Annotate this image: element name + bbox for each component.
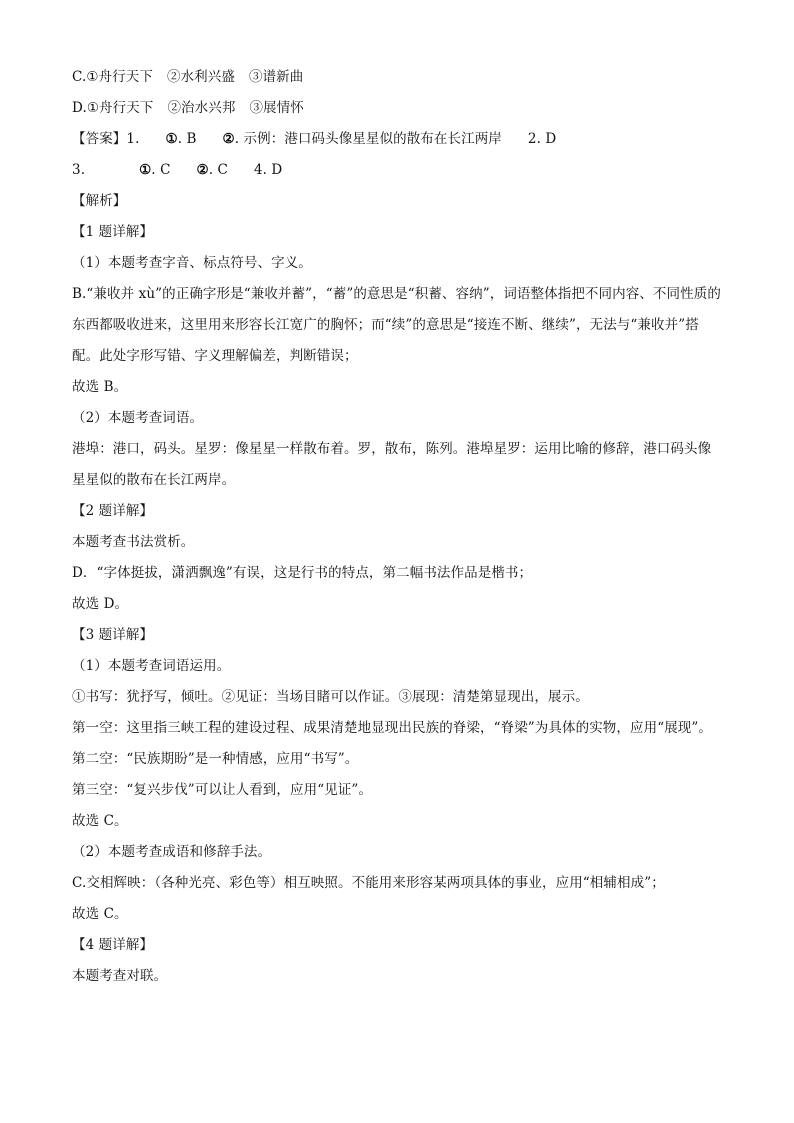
q1-paragraph-3: 故选 B。 [72, 379, 128, 395]
q3-paragraph-1: （1）本题考查词语运用。 [72, 658, 231, 674]
option-c [72, 62, 722, 93]
q3-paragraph-9: 故选 C。 [72, 906, 128, 922]
answer-q3-sub1-value: . C [151, 162, 171, 178]
q1-paragraph-5: 港埠：港口，码头。星罗：像星星一样散布着。罗，散布，陈列。港埠星罗：运用比喻的修辞，港口码头像星星似的散布在长江两岸。 [72, 441, 712, 488]
option-d [72, 93, 722, 124]
q1-heading: 【1 题详解】 [72, 224, 154, 240]
option-c-item-3: ③谱新曲 [248, 69, 304, 85]
option-d-label: D. [72, 100, 87, 116]
answer-q4: 4. D [253, 162, 283, 178]
q1-paragraph-4: （2）本题考查词语。 [72, 410, 204, 426]
q3-paragraph-8: C.交相辉映：（各种光亮、彩色等）相互映照。不能用来形容某两项具体的事业，应用“相辅相成”； [72, 875, 665, 891]
option-c-item-2: ②水利兴盛 [166, 69, 235, 85]
option-c-item-1: ①舟行天下 [86, 69, 153, 85]
option-d-item-3: ③展情怀 [249, 100, 304, 116]
q1-paragraph-1: （1）本题考查字音、标点符号、字义。 [72, 255, 312, 271]
q3-paragraph-5: 第三空：“复兴步伐”可以让人看到，应用“见证”。 [72, 782, 373, 798]
q2-heading: 【2 题详解】 [72, 503, 154, 519]
answer-q3-number: 3. [72, 162, 86, 178]
answer-q3-sub2-value: . C [208, 162, 228, 178]
answer-q3-sub2-mark: ② [196, 162, 209, 178]
answer-q1-sub1-value: . B [177, 131, 197, 147]
answer-q1-sub2-value: . 示例：港口码头像星星似的散布在长江两岸 [234, 131, 502, 147]
q1-paragraph-2: B.“兼收并 xù”的正确字形是“兼收并蓄”，“蓄”的意思是“积蓄、容纳”，词语整体指把不同内容、不同性质的东西都吸收进来，这里用来形容长江宽广的胸怀；而“续”的意思是“接连不断、继续”，无法与“兼收并”搭配。此处字形写错、字义理解偏差，判断错误； [72, 286, 721, 364]
answer-q1-sub1-mark: ① [165, 131, 178, 147]
q2-paragraph-3: 故选 D。 [72, 596, 129, 612]
q3-paragraph-7: （2）本题考查成语和修辞手法。 [72, 844, 272, 860]
q3-paragraph-6: 故选 C。 [72, 813, 128, 829]
q2-paragraph-2: D．“字体挺拔，潇洒飘逸”有误，这是行书的特点，第二幅书法作品是楷书； [72, 565, 533, 581]
answer-line-2 [72, 155, 722, 186]
q3-heading: 【3 题详解】 [72, 627, 154, 643]
q2-paragraph-1: 本题考查书法赏析。 [72, 534, 195, 550]
option-c-label: C. [72, 69, 87, 85]
q4-paragraph-1: 本题考查对联。 [72, 968, 168, 984]
option-d-item-2: ②治水兴邦 [167, 100, 236, 116]
answer-q3-sub1-mark: ① [139, 162, 152, 178]
q3-paragraph-4: 第二空：“民族期盼”是一种情感，应用“书写”。 [72, 751, 359, 767]
answer-q1-sub2-mark: ② [222, 131, 235, 147]
option-d-item-1: ①舟行天下 [86, 100, 154, 116]
analysis-heading: 【解析】 [72, 193, 127, 209]
answer-line-1 [72, 124, 722, 155]
q3-paragraph-3: 第一空：这里指三峡工程的建设过程、成果清楚地显现出民族的脊梁，“脊梁”为具体的实物，应用“展现”。 [72, 720, 713, 736]
q3-paragraph-2: ①书写：犹抒写，倾吐。②见证：当场目睹可以作证。③展现：清楚第显现出，展示。 [72, 689, 589, 705]
answer-q2: 2. D [527, 131, 557, 147]
answer-label: 【答案】 [72, 131, 127, 147]
q4-heading: 【4 题详解】 [72, 937, 154, 953]
answer-q1-number: 1. [126, 131, 140, 147]
